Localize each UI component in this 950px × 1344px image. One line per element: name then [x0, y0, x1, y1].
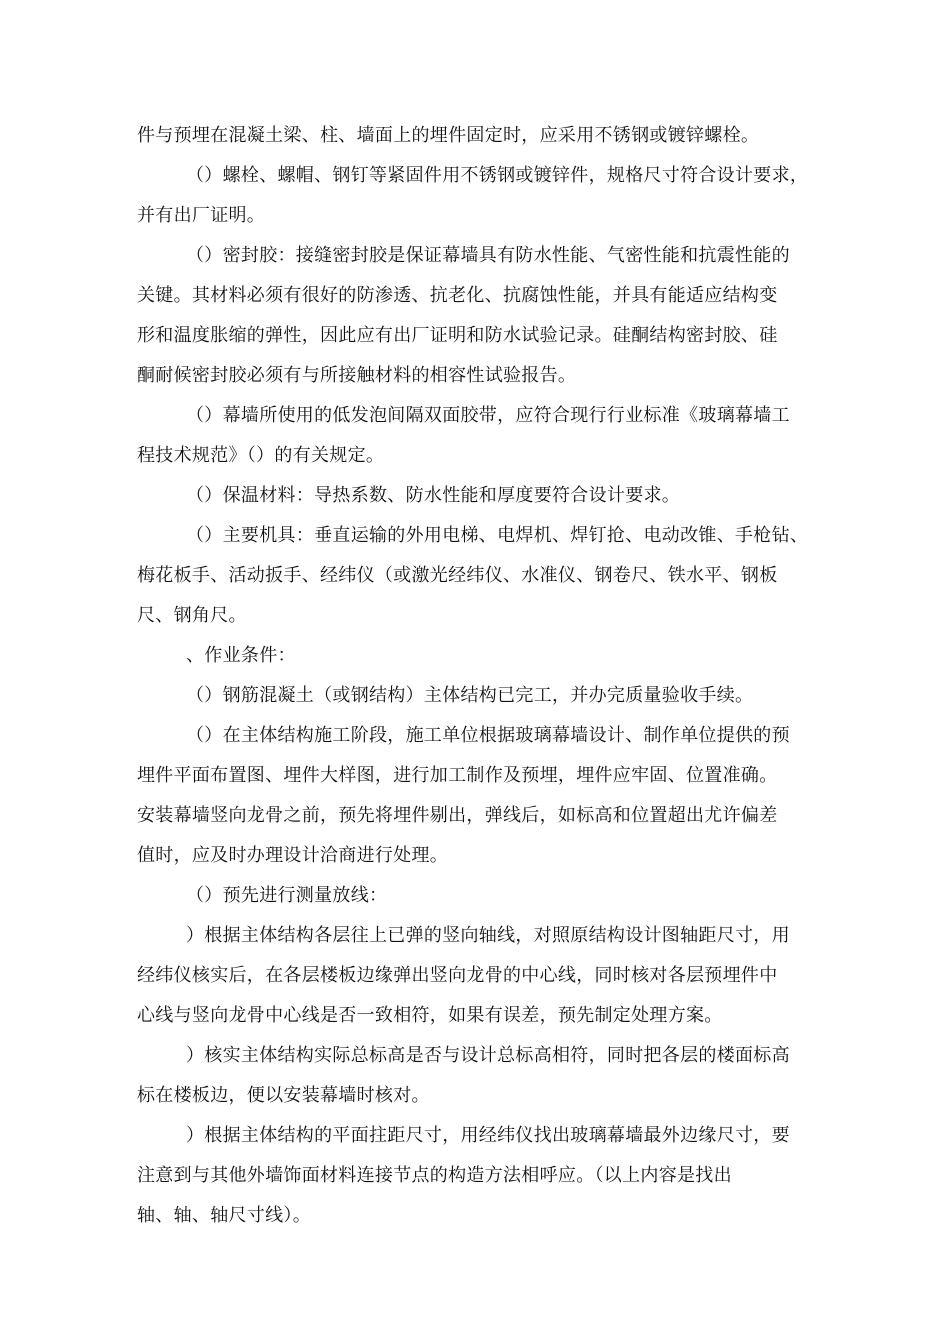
text-line: （）密封胶：接缝密封胶是保证幕墙具有防水性能、气密性能和抗震性能的	[186, 245, 790, 266]
text-line: 酮耐候密封胶必须有与所接触材料的相容性试验报告。	[137, 365, 577, 386]
text-line: （）幕墙所使用的低发泡间隔双面胶带，应符合现行行业标准《玻璃幕墙工	[186, 405, 790, 426]
text-line: （）主要机具：垂直运输的外用电梯、电焊机、焊钉抢、电动改锥、手枪钻、	[186, 525, 809, 546]
text-line: 经纬仪核实后，在各层楼板边缘弹出竖向龙骨的中心线，同时核对各层预埋件中	[137, 965, 778, 986]
text-line: 轴、轴、轴尺寸线）。	[137, 1205, 311, 1226]
text-line: 埋件平面布置图、埋件大样图，进行加工制作及预埋，埋件应牢固、位置准确。	[137, 765, 778, 786]
text-line: 标在楼板边，便以安装幕墙时核对。	[137, 1085, 430, 1106]
text-line: （）钢筋混凝土（或钢结构）主体结构已完工，并办完质量验收手续。	[186, 685, 754, 706]
text-line: 注意到与其他外墙饰面材料连接节点的构造方法相呼应。（以上内容是找出	[137, 1165, 732, 1186]
text-line: ）根据主体结构的平面拄距尺寸，用经纬仪找出玻璃幕墙最外边缘尺寸，要	[186, 1125, 790, 1146]
text-line: （）保温材料：导热系数、防水性能和厚度要符合设计要求。	[186, 485, 681, 506]
text-line: 梅花板手、活动扳手、经纬仪（或激光经纬仪、水准仪、钢卷尺、铁水平、钢板	[137, 565, 778, 586]
text-line: 安装幕墙竖向龙骨之前，预先将埋件剔出，弹线后，如标高和位置超出尤许偏差	[137, 805, 778, 826]
text-line: （）螺栓、螺帽、钢钉等紧固件用不锈钢或镀锌件，规格尺寸符合设计要求，	[186, 165, 809, 186]
text-line: 关键。其材料必须有很好的防渗透、抗老化、抗腐蚀性能，并具有能适应结构变	[137, 285, 778, 306]
text-line: 心线与竖向龙骨中心线是否一致相符，如果有误差，预先制定处理方案。	[137, 1005, 723, 1026]
text-line: 程技术规范》（）的有关规定。	[137, 445, 385, 466]
text-line: 件与预埋在混凝土梁、柱、墙面上的埋件固定时，应采用不锈钢或镀锌螺栓。	[137, 125, 760, 146]
text-line: ）根据主体结构各层往上已弹的竖向轴线，对照原结构设计图轴距尺寸，用	[186, 925, 790, 946]
text-line: 形和温度胀缩的弹性，因此应有出厂证明和防水试验记录。硅酮结构密封胶、硅	[137, 325, 778, 346]
text-line: ）核实主体结构实际总标高是否与设计总标高相符，同时把各层的楼面标高	[186, 1045, 790, 1066]
section-heading: 、作业条件：	[186, 645, 296, 666]
text-line: 尺、钢角尺。	[137, 605, 247, 626]
text-line: 值时，应及时办理设计洽商进行处理。	[137, 845, 449, 866]
text-line: （）预先进行测量放线：	[186, 885, 388, 906]
text-line: （）在主体结构施工阶段，施工单位根据玻璃幕墙设计、制作单位提供的预	[186, 725, 790, 746]
text-line: 并有出厂证明。	[137, 205, 266, 226]
